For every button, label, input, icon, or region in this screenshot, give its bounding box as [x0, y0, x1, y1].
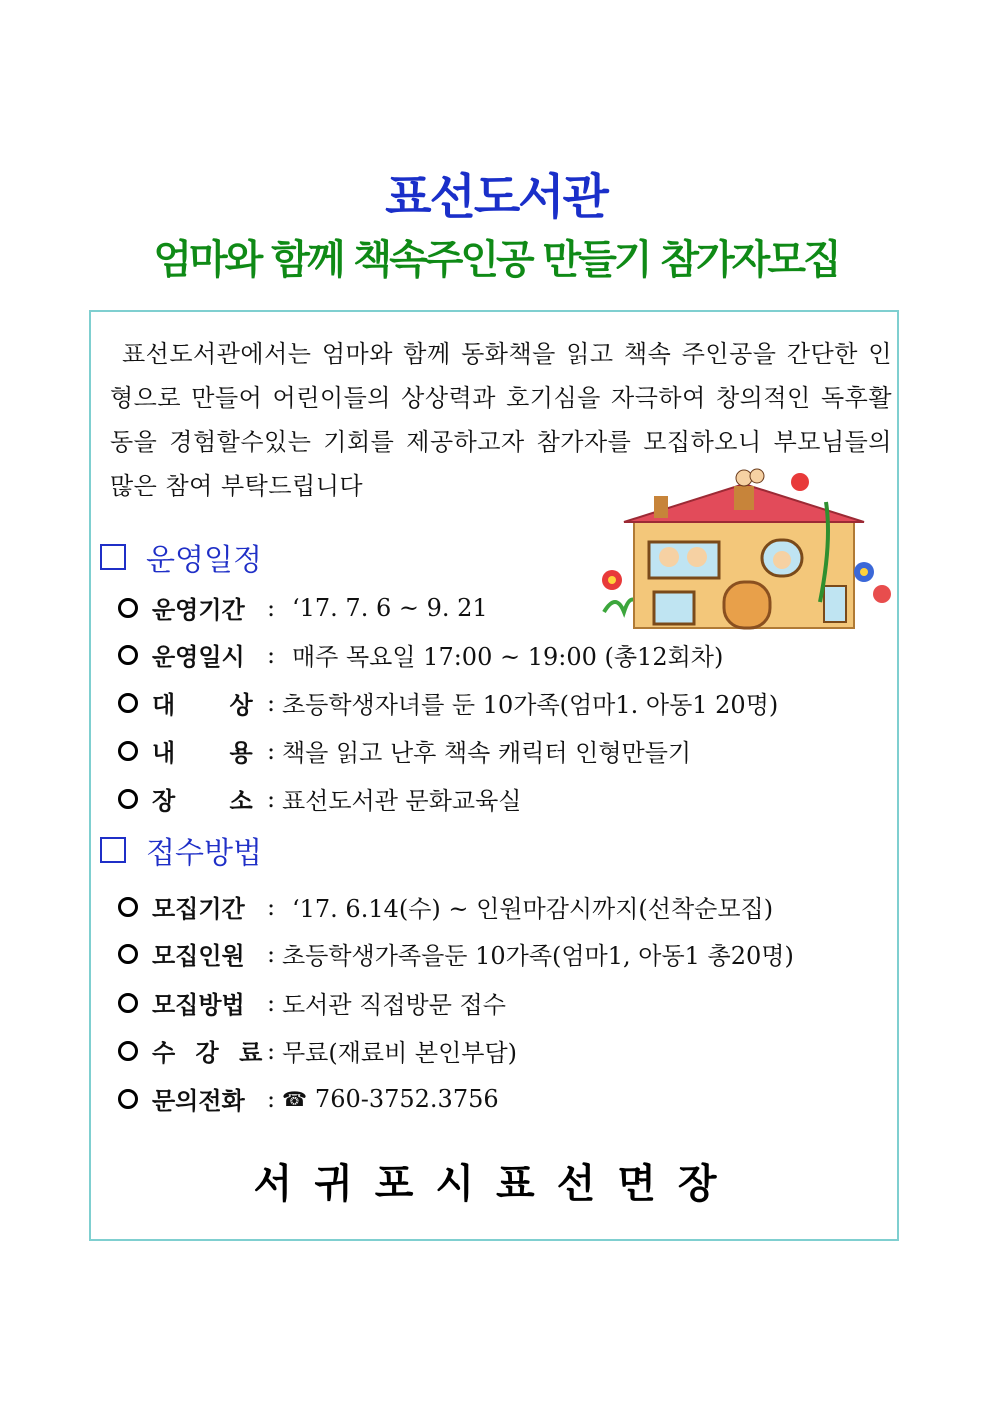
section-application-heading — [100, 828, 262, 872]
row-colon: : — [266, 1036, 276, 1065]
checkbox-icon — [100, 544, 126, 570]
row-value: 책을 읽고 난후 책속 캐릭터 인형만들기 — [282, 739, 692, 767]
row-label: 문의전화 — [152, 1086, 245, 1115]
schedule-row-target — [118, 685, 778, 720]
page-title: 표선도서관 — [385, 169, 607, 225]
checkbox-icon — [100, 837, 126, 863]
circle-bullet-icon — [118, 693, 138, 713]
circle-bullet-icon — [118, 598, 138, 618]
row-label: 모집기간 — [152, 894, 245, 923]
row-label: 운영기간 — [152, 595, 245, 624]
schedule-row-content — [118, 733, 691, 768]
circle-bullet-icon — [118, 993, 138, 1013]
row-colon: : — [266, 593, 276, 622]
row-label: 운영일시 — [152, 642, 245, 671]
row-colon: : — [266, 640, 276, 669]
circle-bullet-icon — [118, 741, 138, 761]
intro-text: 표선도서관에서는 엄마와 함께 동화책을 읽고 책속 주인공을 간단한 인형으로 만들어 어린이들의 상상력과 호기심을 자극하여 창의적인 독후활동을 경험할수있는 기회를 제공하고자 참가자를 모집하오니 부모님들의 많은 참여 부탁드립니다 — [110, 340, 892, 500]
row-colon: : — [266, 892, 276, 921]
schedule-row-place — [118, 781, 521, 816]
application-row-phone — [118, 1081, 499, 1116]
schedule-row-period — [118, 590, 488, 625]
page-subtitle: 엄마와 함께 책속주인공 만들기 참가자모집 — [153, 237, 839, 283]
circle-bullet-icon — [118, 789, 138, 809]
row-label: 내 용 — [152, 738, 253, 767]
phone-icon: ☎ — [282, 1086, 307, 1111]
row-colon: : — [266, 988, 276, 1017]
row-value: 표선도서관 문화교육실 — [282, 787, 522, 815]
row-value: 매주 목요일 17:00 ~ 19:00 (총12회차) — [292, 643, 724, 671]
row-value: 760-3752.3756 — [314, 1084, 499, 1113]
circle-bullet-icon — [118, 645, 138, 665]
row-label: 수 강 료 — [152, 1038, 263, 1067]
row-value: 무료(재료비 본인부담) — [282, 1039, 518, 1067]
application-row-count — [118, 936, 794, 971]
row-label: 대 상 — [152, 690, 253, 719]
application-row-fee — [118, 1033, 517, 1068]
application-row-method — [118, 985, 506, 1020]
row-value: ‘17. 6.14(수) ~ 인원마감시까지(선착순모집) — [292, 895, 774, 923]
row-label: 모집인원 — [152, 941, 245, 970]
row-value: 도서관 직접방문 접수 — [282, 991, 506, 1019]
row-colon: : — [266, 1084, 276, 1113]
circle-bullet-icon — [118, 1089, 138, 1109]
section-schedule-title: 운영일정 — [146, 543, 262, 578]
row-label: 장 소 — [152, 786, 253, 815]
row-value: 초등학생가족을둔 10가족(엄마1, 아동1 총20명) — [282, 942, 794, 970]
circle-bullet-icon — [118, 897, 138, 917]
schedule-row-time — [118, 637, 723, 672]
section-schedule-heading — [100, 535, 262, 579]
section-application-title: 접수방법 — [146, 836, 262, 871]
circle-bullet-icon — [118, 1041, 138, 1061]
row-colon: : — [266, 939, 276, 968]
row-colon: : — [266, 688, 276, 717]
row-value: 초등학생자녀를 둔 10가족(엄마1. 아동1 20명) — [282, 691, 779, 719]
circle-bullet-icon — [118, 944, 138, 964]
row-label: 모집방법 — [152, 990, 245, 1019]
issuer-signature: 서귀포시표선면장 — [253, 1161, 739, 1207]
row-colon: : — [266, 736, 276, 765]
application-row-period — [118, 889, 773, 924]
row-value: ‘17. 7. 6 ~ 9. 21 — [292, 593, 488, 622]
row-colon: : — [266, 784, 276, 813]
house-illustration — [594, 462, 894, 632]
